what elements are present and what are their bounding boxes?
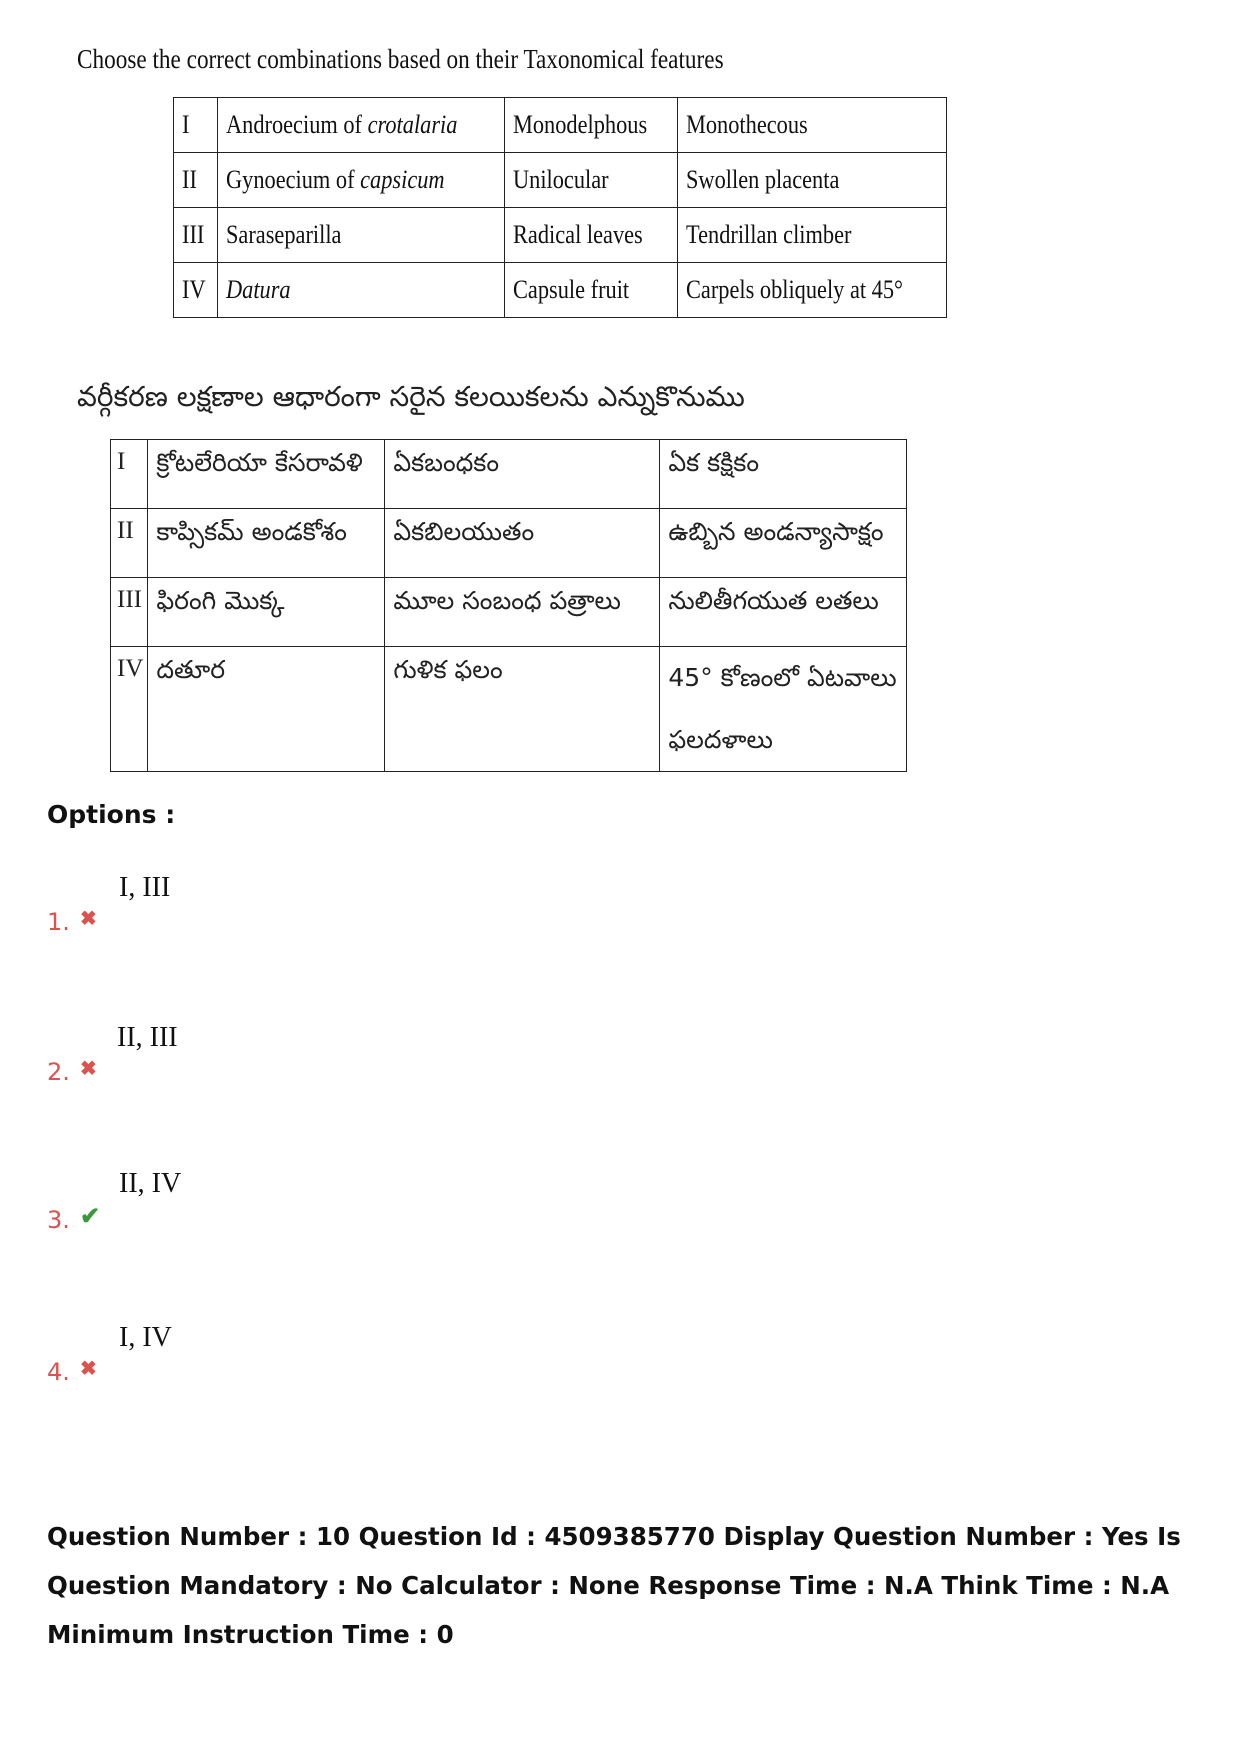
table-row (111, 578, 907, 647)
feature-cell: క్రోటలేరియా కేసరావళి (148, 440, 385, 509)
row-number: III (174, 208, 218, 263)
row-number: I (111, 440, 148, 509)
taxonomy-table-english (173, 97, 947, 318)
question-metadata: Question Number : 10 Question Id : 4509385770 Display Question Number : Yes Is Question Mandatory : No Calculator : None Response Time : N.A Think Time : N.A Minimum Instruction Time : 0 (47, 1522, 1181, 1649)
wrong-icon: ✖ (80, 1058, 97, 1080)
table-row (174, 263, 947, 318)
feature-cell: Radical leaves (504, 208, 677, 263)
option-number: 1. (47, 908, 70, 936)
feature-cell: మూల సంబంధ పత్రాలు (385, 578, 660, 647)
table-row (111, 647, 907, 772)
row-number: III (111, 578, 148, 647)
row-number: IV (174, 263, 218, 318)
feature-cell: Tendrillan climber (677, 208, 946, 263)
question-title-telugu: వర్గీకరణ లక్షణాల ఆధారంగా సరైన కలయికలను ఎన్నుకొనుము (77, 380, 745, 413)
feature-cell: ఏకబంధకం (385, 440, 660, 509)
feature-cell: Capsule fruit (504, 263, 677, 318)
option-text: II, III (117, 1022, 178, 1053)
feature-cell: 45° కోణంలో ఏటవాలు ఫలదళాలు (660, 647, 907, 772)
feature-cell: Monothecous (677, 98, 946, 153)
options-label: Options : (47, 800, 176, 829)
wrong-icon: ✖ (80, 1358, 97, 1380)
option-number: 3. (47, 1206, 70, 1234)
feature-cell: Androecium of crotalaria (218, 98, 504, 153)
correct-icon: ✔ (80, 1203, 101, 1230)
table-row (174, 208, 947, 263)
row-number: I (174, 98, 218, 153)
question-title-english: Choose the correct combinations based on their Taxonomical features (77, 44, 724, 74)
feature-cell: Monodelphous (504, 98, 677, 153)
row-number: II (174, 153, 218, 208)
feature-cell: దతూర (148, 647, 385, 772)
feature-cell: Carpels obliquely at 45° (677, 263, 946, 318)
feature-cell: నులితీగయుత లతలు (660, 578, 907, 647)
feature-cell: ఉబ్బిన అండన్యాసాక్షం (660, 509, 907, 578)
feature-cell: ఏకబిలయుతం (385, 509, 660, 578)
option-text: II, IV (119, 1168, 182, 1199)
feature-cell: కాప్సికమ్ అండకోశం (148, 509, 385, 578)
table-row (111, 440, 907, 509)
wrong-icon: ✖ (80, 908, 97, 930)
feature-cell: గుళిక ఫలం (385, 647, 660, 772)
feature-cell: Datura (218, 263, 504, 318)
feature-cell: ఫిరంగి మొక్క (148, 578, 385, 647)
option-number: 4. (47, 1358, 70, 1386)
option-text: I, IV (119, 1322, 172, 1353)
table-row (174, 98, 947, 153)
feature-cell: Swollen placenta (677, 153, 946, 208)
feature-cell: Unilocular (504, 153, 677, 208)
option-number: 2. (47, 1058, 70, 1086)
feature-cell: Saraseparilla (218, 208, 504, 263)
row-number: IV (111, 647, 148, 772)
table-row (174, 153, 947, 208)
taxonomy-table-telugu (110, 439, 907, 772)
row-number: II (111, 509, 148, 578)
option-text: I, III (119, 872, 171, 903)
table-row (111, 509, 907, 578)
feature-cell: Gynoecium of capsicum (218, 153, 504, 208)
feature-cell: ఏక కక్షికం (660, 440, 907, 509)
